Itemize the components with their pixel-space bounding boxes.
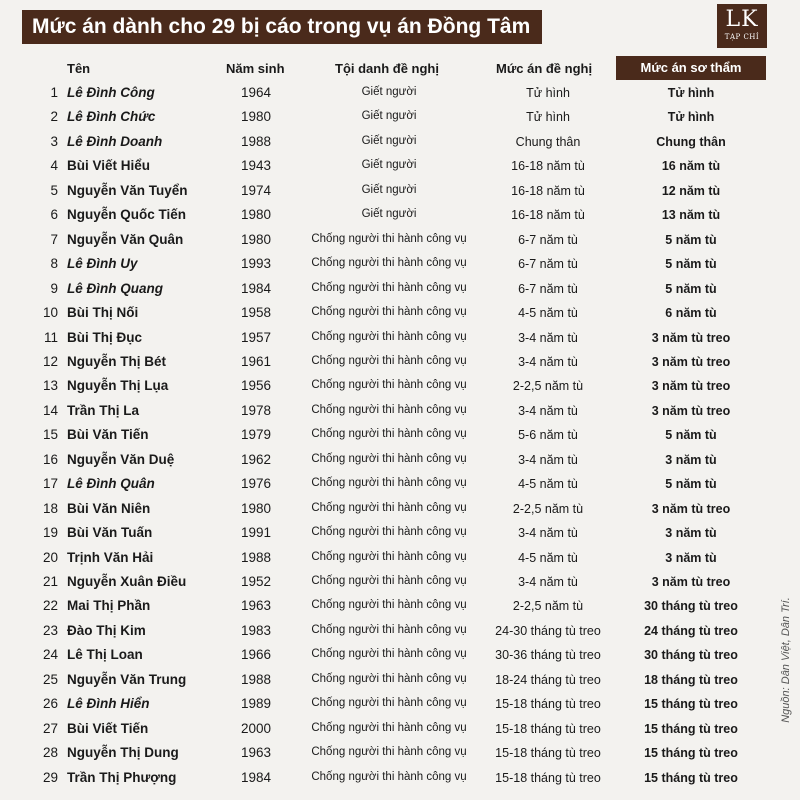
first-instance-sentence: Tử hình	[667, 86, 715, 100]
row-number: 23	[42, 622, 58, 638]
defendant-name: Lê Đình Quang	[67, 280, 163, 296]
row-number: 10	[42, 305, 58, 321]
row-number: 27	[42, 720, 58, 736]
charge: Chống người thi hành công vụ	[311, 232, 467, 245]
proposed-sentence: 2-2,5 năm tù	[512, 599, 584, 614]
table-header	[0, 56, 800, 82]
defendant-name: Bùi Văn Tiến	[67, 427, 149, 443]
defendant-name: Bùi Viết Hiểu	[67, 158, 151, 174]
header-proposed: Mức án đề nghị	[496, 61, 593, 76]
charge: Chống người thi hành công vụ	[311, 477, 467, 490]
proposed-sentence: 15-18 tháng tù treo	[495, 770, 601, 785]
table-row	[0, 472, 800, 497]
logo-subtitle: TẠP CHÍ	[724, 33, 760, 41]
proposed-sentence: 15-18 tháng tù treo	[495, 721, 601, 736]
defendant-name: Nguyễn Văn Quân	[67, 231, 184, 247]
birth-year: 2000	[240, 720, 272, 736]
defendant-name: Đào Thị Kim	[67, 622, 146, 638]
birth-year: 1966	[240, 647, 272, 663]
birth-year: 1956	[240, 378, 272, 394]
proposed-sentence: 15-18 tháng tù treo	[495, 746, 601, 761]
birth-year: 1984	[240, 769, 272, 785]
charge: Chống người thi hành công vụ	[311, 550, 467, 563]
defendant-name: Bùi Văn Tuấn	[67, 525, 153, 541]
table-row	[0, 570, 800, 595]
row-number: 2	[50, 109, 58, 125]
defendant-name: Nguyễn Thị Lụa	[67, 378, 169, 394]
row-number: 18	[42, 500, 58, 516]
table-row	[0, 326, 800, 351]
proposed-sentence: 16-18 năm tù	[511, 159, 585, 174]
birth-year: 1943	[240, 158, 272, 174]
first-instance-sentence: 3 năm tù	[665, 526, 717, 541]
charge: Chống người thi hành công vụ	[311, 330, 467, 343]
first-instance-sentence: 3 năm tù treo	[651, 354, 731, 369]
defendant-name: Lê Đình Chức	[67, 109, 156, 125]
table-row	[0, 301, 800, 326]
proposed-sentence: 15-18 tháng tù treo	[495, 697, 601, 712]
first-instance-sentence: 5 năm tù	[665, 477, 717, 492]
charge: Giết người	[361, 86, 417, 98]
row-number: 16	[42, 451, 58, 467]
row-number: 21	[42, 574, 58, 589]
row-number: 1	[50, 85, 58, 100]
first-instance-sentence: Chung thân	[656, 134, 726, 149]
proposed-sentence: 2-2,5 năm tù	[512, 379, 584, 394]
table-row	[0, 252, 800, 277]
birth-year: 1957	[240, 329, 272, 345]
row-number: 24	[42, 647, 58, 663]
birth-year: 1980	[240, 500, 272, 516]
header-year: Năm sinh	[226, 61, 285, 76]
first-instance-sentence: 3 năm tù treo	[651, 379, 731, 394]
defendant-name: Nguyễn Văn Tuyển	[67, 182, 188, 198]
defendant-name: Nguyễn Quốc Tiến	[67, 207, 187, 223]
table-row	[0, 692, 800, 717]
defendant-name: Bùi Thị Nối	[67, 305, 139, 321]
row-number: 15	[42, 427, 58, 443]
defendant-name: Lê Đình Công	[67, 85, 155, 100]
row-number: 3	[50, 133, 58, 149]
charge: Chống người thi hành công vụ	[311, 623, 467, 636]
birth-year: 1963	[240, 598, 272, 614]
first-instance-sentence: 16 năm tù	[661, 159, 721, 174]
first-instance-sentence: 3 năm tù treo	[651, 403, 731, 418]
table-row	[0, 521, 800, 546]
table-row	[0, 594, 800, 619]
row-number: 5	[50, 182, 58, 198]
birth-year: 1991	[240, 525, 272, 541]
birth-year: 1980	[240, 207, 272, 223]
defendant-name: Lê Đình Hiển	[67, 696, 150, 712]
charge: Chống người thi hành công vụ	[311, 501, 467, 514]
defendant-name: Nguyễn Thị Bét	[67, 353, 167, 369]
proposed-sentence: 16-18 năm tù	[511, 183, 585, 198]
defendant-name: Lê Đình Quân	[67, 476, 155, 492]
first-instance-sentence: Tử hình	[667, 110, 715, 125]
first-instance-sentence: 3 năm tù treo	[651, 330, 731, 345]
proposed-sentence: 30-36 tháng tù treo	[495, 648, 601, 663]
charge: Chống người thi hành công vụ	[311, 721, 467, 734]
table-row	[0, 228, 800, 253]
charge: Chống người thi hành công vụ	[311, 403, 467, 416]
birth-year: 1976	[240, 476, 272, 492]
charge: Chống người thi hành công vụ	[311, 452, 467, 465]
charge: Giết người	[361, 159, 417, 172]
charge: Chống người thi hành công vụ	[311, 672, 467, 685]
row-number: 7	[50, 231, 58, 247]
table-row	[0, 741, 800, 766]
proposed-sentence: 16-18 năm tù	[511, 208, 585, 223]
row-number: 28	[42, 745, 58, 761]
logo-mark: LK	[725, 7, 759, 32]
row-number: 20	[42, 549, 58, 565]
first-instance-sentence: 30 tháng tù treo	[644, 648, 738, 663]
table-row	[0, 497, 800, 522]
birth-year: 1958	[240, 305, 272, 321]
row-number: 13	[42, 378, 58, 394]
page-title: Mức án dành cho 29 bị cáo trong vụ án Đồng Tâm	[22, 10, 542, 44]
row-number: 25	[42, 671, 58, 687]
proposed-sentence: 3-4 năm tù	[518, 330, 578, 345]
defendant-name: Bùi Văn Niên	[67, 500, 151, 516]
first-instance-sentence: 5 năm tù	[665, 257, 717, 272]
table-row	[0, 277, 800, 302]
first-instance-sentence: 3 năm tù	[665, 452, 717, 467]
proposed-sentence: 6-7 năm tù	[518, 232, 578, 247]
proposed-sentence: 3-4 năm tù	[518, 354, 578, 369]
first-instance-sentence: 15 tháng tù treo	[644, 721, 738, 736]
proposed-sentence: Tử hình	[526, 110, 570, 125]
birth-year: 1983	[240, 622, 272, 638]
charge: Chống người thi hành công vụ	[311, 428, 467, 441]
defendant-name: Nguyễn Xuân Điều	[67, 574, 187, 589]
first-instance-sentence: 18 tháng tù treo	[644, 672, 738, 687]
defendant-name: Bùi Thị Đục	[67, 329, 142, 345]
proposed-sentence: Tử hình	[526, 86, 570, 100]
row-number: 22	[42, 598, 58, 614]
source-note: Nguồn: Dân Việt, Dân Trí.	[780, 597, 792, 723]
birth-year: 1978	[240, 402, 272, 418]
charge: Chống người thi hành công vụ	[311, 746, 467, 759]
charge: Chống người thi hành công vụ	[311, 379, 467, 392]
row-number: 26	[42, 696, 58, 712]
birth-year: 1964	[240, 85, 272, 100]
table-row	[0, 130, 800, 155]
birth-year: 1988	[240, 549, 272, 565]
table-row	[0, 643, 800, 668]
birth-year: 1980	[240, 231, 272, 247]
header-charge: Tội danh đề nghị	[335, 61, 439, 76]
charge: Chống người thi hành công vụ	[311, 354, 467, 367]
table-row	[0, 81, 800, 106]
charge: Giết người	[361, 208, 417, 221]
row-number: 4	[50, 158, 58, 174]
row-number: 8	[50, 256, 58, 272]
proposed-sentence: 4-5 năm tù	[518, 550, 578, 565]
proposed-sentence: 6-7 năm tù	[518, 257, 578, 272]
table-row	[0, 154, 800, 179]
first-instance-sentence: 15 tháng tù treo	[644, 746, 738, 761]
birth-year: 1984	[240, 280, 272, 296]
row-number: 17	[42, 476, 58, 492]
birth-year: 1979	[240, 427, 272, 443]
charge: Giết người	[361, 134, 417, 147]
table-row	[0, 619, 800, 644]
birth-year: 1963	[240, 745, 272, 761]
table-row	[0, 105, 800, 130]
row-number: 14	[42, 402, 58, 418]
first-instance-sentence: 3 năm tù	[665, 550, 717, 565]
defendant-name: Trần Thị La	[67, 402, 140, 418]
header-sentence: Mức án sơ thẩm	[616, 56, 766, 80]
first-instance-sentence: 12 năm tù	[661, 183, 721, 198]
table-row	[0, 374, 800, 399]
proposed-sentence: 4-5 năm tù	[518, 477, 578, 492]
table-row	[0, 179, 800, 204]
birth-year: 1952	[240, 574, 272, 589]
birth-year: 1989	[240, 696, 272, 712]
table-row	[0, 546, 800, 571]
birth-year: 1980	[240, 109, 272, 125]
row-number: 19	[42, 525, 58, 541]
defendant-name: Trần Thị Phượng	[67, 769, 177, 785]
first-instance-sentence: 15 tháng tù treo	[644, 770, 738, 785]
row-number: 9	[50, 280, 58, 296]
first-instance-sentence: 15 tháng tù treo	[644, 697, 738, 712]
defendant-name: Bùi Viết Tiến	[67, 720, 149, 736]
proposed-sentence: 3-4 năm tù	[518, 452, 578, 467]
row-number: 6	[50, 207, 58, 223]
charge: Giết người	[361, 110, 417, 123]
defendant-name: Trịnh Văn Hải	[67, 549, 154, 565]
defendant-name: Lê Thị Loan	[67, 647, 143, 663]
proposed-sentence: 18-24 tháng tù treo	[495, 672, 601, 687]
charge: Giết người	[361, 183, 417, 196]
table-row	[0, 350, 800, 375]
proposed-sentence: 3-4 năm tù	[518, 526, 578, 541]
table-row	[0, 717, 800, 742]
birth-year: 1974	[240, 182, 272, 198]
birth-year: 1988	[240, 133, 272, 149]
proposed-sentence: Chung thân	[515, 134, 581, 149]
proposed-sentence: 3-4 năm tù	[518, 403, 578, 418]
first-instance-sentence: 30 tháng tù treo	[644, 599, 738, 614]
first-instance-sentence: 3 năm tù treo	[651, 501, 731, 516]
table-row	[0, 423, 800, 448]
proposed-sentence: 4-5 năm tù	[518, 306, 578, 321]
brand-logo	[717, 4, 767, 48]
charge: Chống người thi hành công vụ	[311, 257, 467, 270]
proposed-sentence: 6-7 năm tù	[518, 281, 578, 296]
defendant-name: Lê Đình Uy	[67, 256, 138, 272]
defendant-name: Nguyễn Văn Duệ	[67, 451, 175, 467]
row-number: 11	[43, 329, 58, 345]
first-instance-sentence: 6 năm tù	[665, 306, 717, 321]
proposed-sentence: 3-4 năm tù	[518, 575, 578, 589]
charge: Chống người thi hành công vụ	[311, 697, 467, 710]
proposed-sentence: 24-30 tháng tù treo	[495, 623, 601, 638]
birth-year: 1993	[240, 256, 272, 272]
charge: Chống người thi hành công vụ	[311, 306, 467, 319]
row-number: 29	[42, 769, 58, 785]
proposed-sentence: 5-6 năm tù	[518, 428, 578, 443]
table-row	[0, 766, 800, 791]
first-instance-sentence: 5 năm tù	[665, 281, 717, 296]
birth-year: 1962	[240, 451, 272, 467]
defendant-name: Nguyễn Văn Trung	[67, 671, 187, 687]
birth-year: 1961	[240, 353, 272, 369]
first-instance-sentence: 13 năm tù	[661, 208, 721, 223]
table-row	[0, 448, 800, 473]
table-row	[0, 399, 800, 424]
header-name: Tên	[67, 61, 91, 76]
charge: Chống người thi hành công vụ	[311, 599, 467, 612]
charge: Chống người thi hành công vụ	[311, 770, 467, 783]
table-row	[0, 203, 800, 228]
first-instance-sentence: 5 năm tù	[665, 232, 717, 247]
charge: Chống người thi hành công vụ	[311, 281, 467, 294]
first-instance-sentence: 5 năm tù	[665, 428, 717, 443]
proposed-sentence: 2-2,5 năm tù	[512, 501, 584, 516]
defendant-name: Nguyễn Thị Dung	[67, 745, 179, 761]
row-number: 12	[42, 353, 58, 369]
table-row	[0, 668, 800, 693]
birth-year: 1988	[240, 671, 272, 687]
charge: Chống người thi hành công vụ	[311, 526, 467, 539]
charge: Chống người thi hành công vụ	[311, 648, 467, 661]
first-instance-sentence: 24 tháng tù treo	[644, 623, 738, 638]
defendant-name: Lê Đình Doanh	[67, 133, 163, 149]
charge: Chống người thi hành công vụ	[311, 575, 467, 587]
defendant-name: Mai Thị Phần	[67, 598, 151, 614]
first-instance-sentence: 3 năm tù treo	[651, 575, 731, 589]
